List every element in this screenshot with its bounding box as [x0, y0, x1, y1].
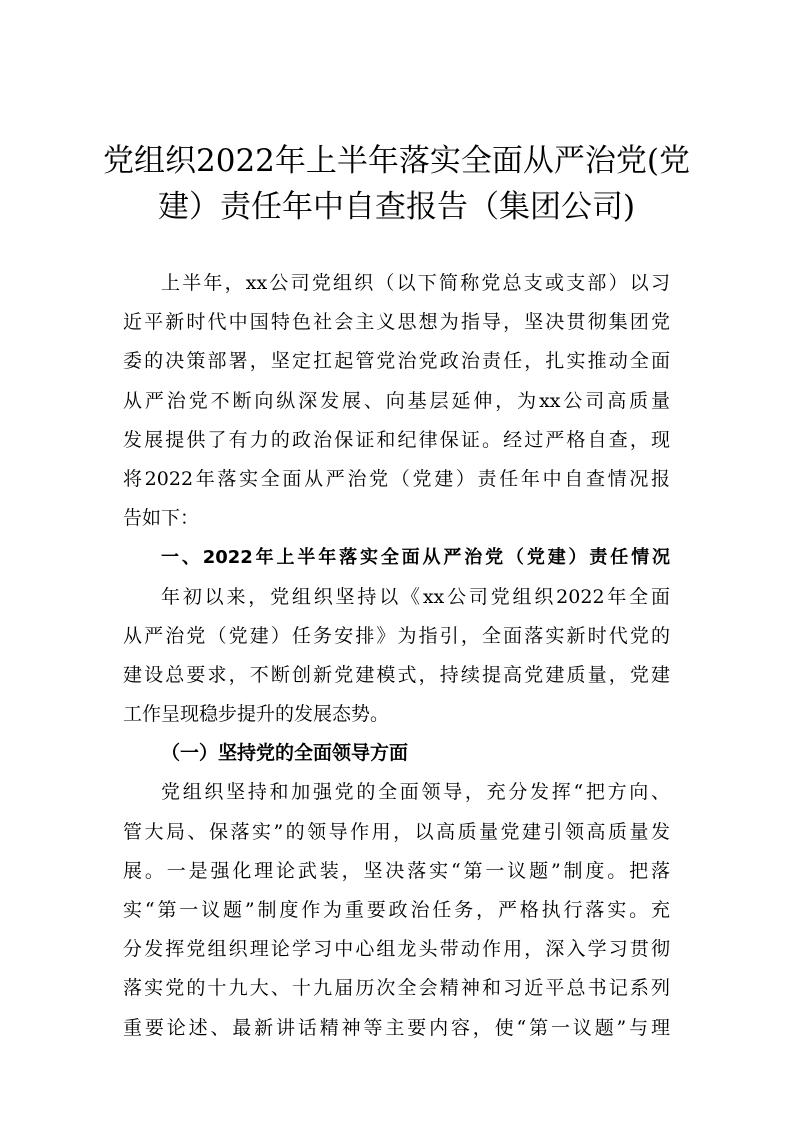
- text-line: 从严治党（党建）任务安排》为指引，全面落实新时代党的: [123, 624, 670, 647]
- text-line: 管大局、保落实”的领导作用，以高质量党建引领高质量发: [123, 820, 670, 843]
- text-line: 展。一是强化理论武装，坚决落实“第一议题”制度。把落: [123, 859, 670, 882]
- document-title: [100, 138, 693, 230]
- title-line: 党组织2022年上半年落实全面从严治党(党: [103, 143, 690, 179]
- text-line: 落实党的十九大、十九届历次全会精神和习近平总书记系列: [123, 977, 670, 1000]
- text-line: 近平新时代中国特色社会主义思想为指导，坚决贯彻集团党: [123, 311, 670, 334]
- text-line: 建设总要求，不断创新党建模式，持续提高党建质量，党建: [123, 663, 670, 686]
- text-line: 委的决策部署，坚定扛起管党治党政治责任，扎实推动全面: [123, 350, 670, 373]
- document-body: [123, 264, 670, 1048]
- text-line: 上半年，xx公司党组织（以下简称党总支或支部）以习: [161, 272, 670, 294]
- text-line: 实“第一议题”制度作为重要政治任务，严格执行落实。充: [123, 899, 670, 921]
- text-line: 从严治党不断向纵深发展、向基层延伸，为xx公司高质量: [123, 389, 670, 412]
- text-line: 分发挥党组织理论学习中心组龙头带动作用，深入学习贯彻: [123, 938, 670, 961]
- section-heading: 一、2022年上半年落实全面从严治党（党建）责任情况: [161, 547, 670, 569]
- text-line: 重要论述、最新讲话精神等主要内容，使“第一议题”与理: [123, 1016, 670, 1039]
- text-line: 告如下：: [123, 507, 200, 530]
- text-line: 党组织坚持和加强党的全面领导，充分发挥“把方向、: [161, 781, 670, 804]
- title-line: 建）责任年中自查报告（集团公司): [157, 189, 636, 225]
- text-line: 发展提供了有力的政治保证和纪律保证。经过严格自查，现: [123, 428, 670, 451]
- paragraph-leadership: [123, 773, 670, 1047]
- subsection-heading: （一）坚持党的全面领导方面: [161, 742, 409, 765]
- text-line: 年初以来，党组织坚持以《xx公司党组织2022年全面: [161, 585, 670, 608]
- text-line: 工作呈现稳步提升的发展态势。: [123, 703, 390, 726]
- text-line: 将2022年落实全面从严治党（党建）责任年中自查情况报: [123, 467, 670, 490]
- paragraph-overview: [123, 578, 670, 735]
- paragraph-intro: [123, 264, 670, 538]
